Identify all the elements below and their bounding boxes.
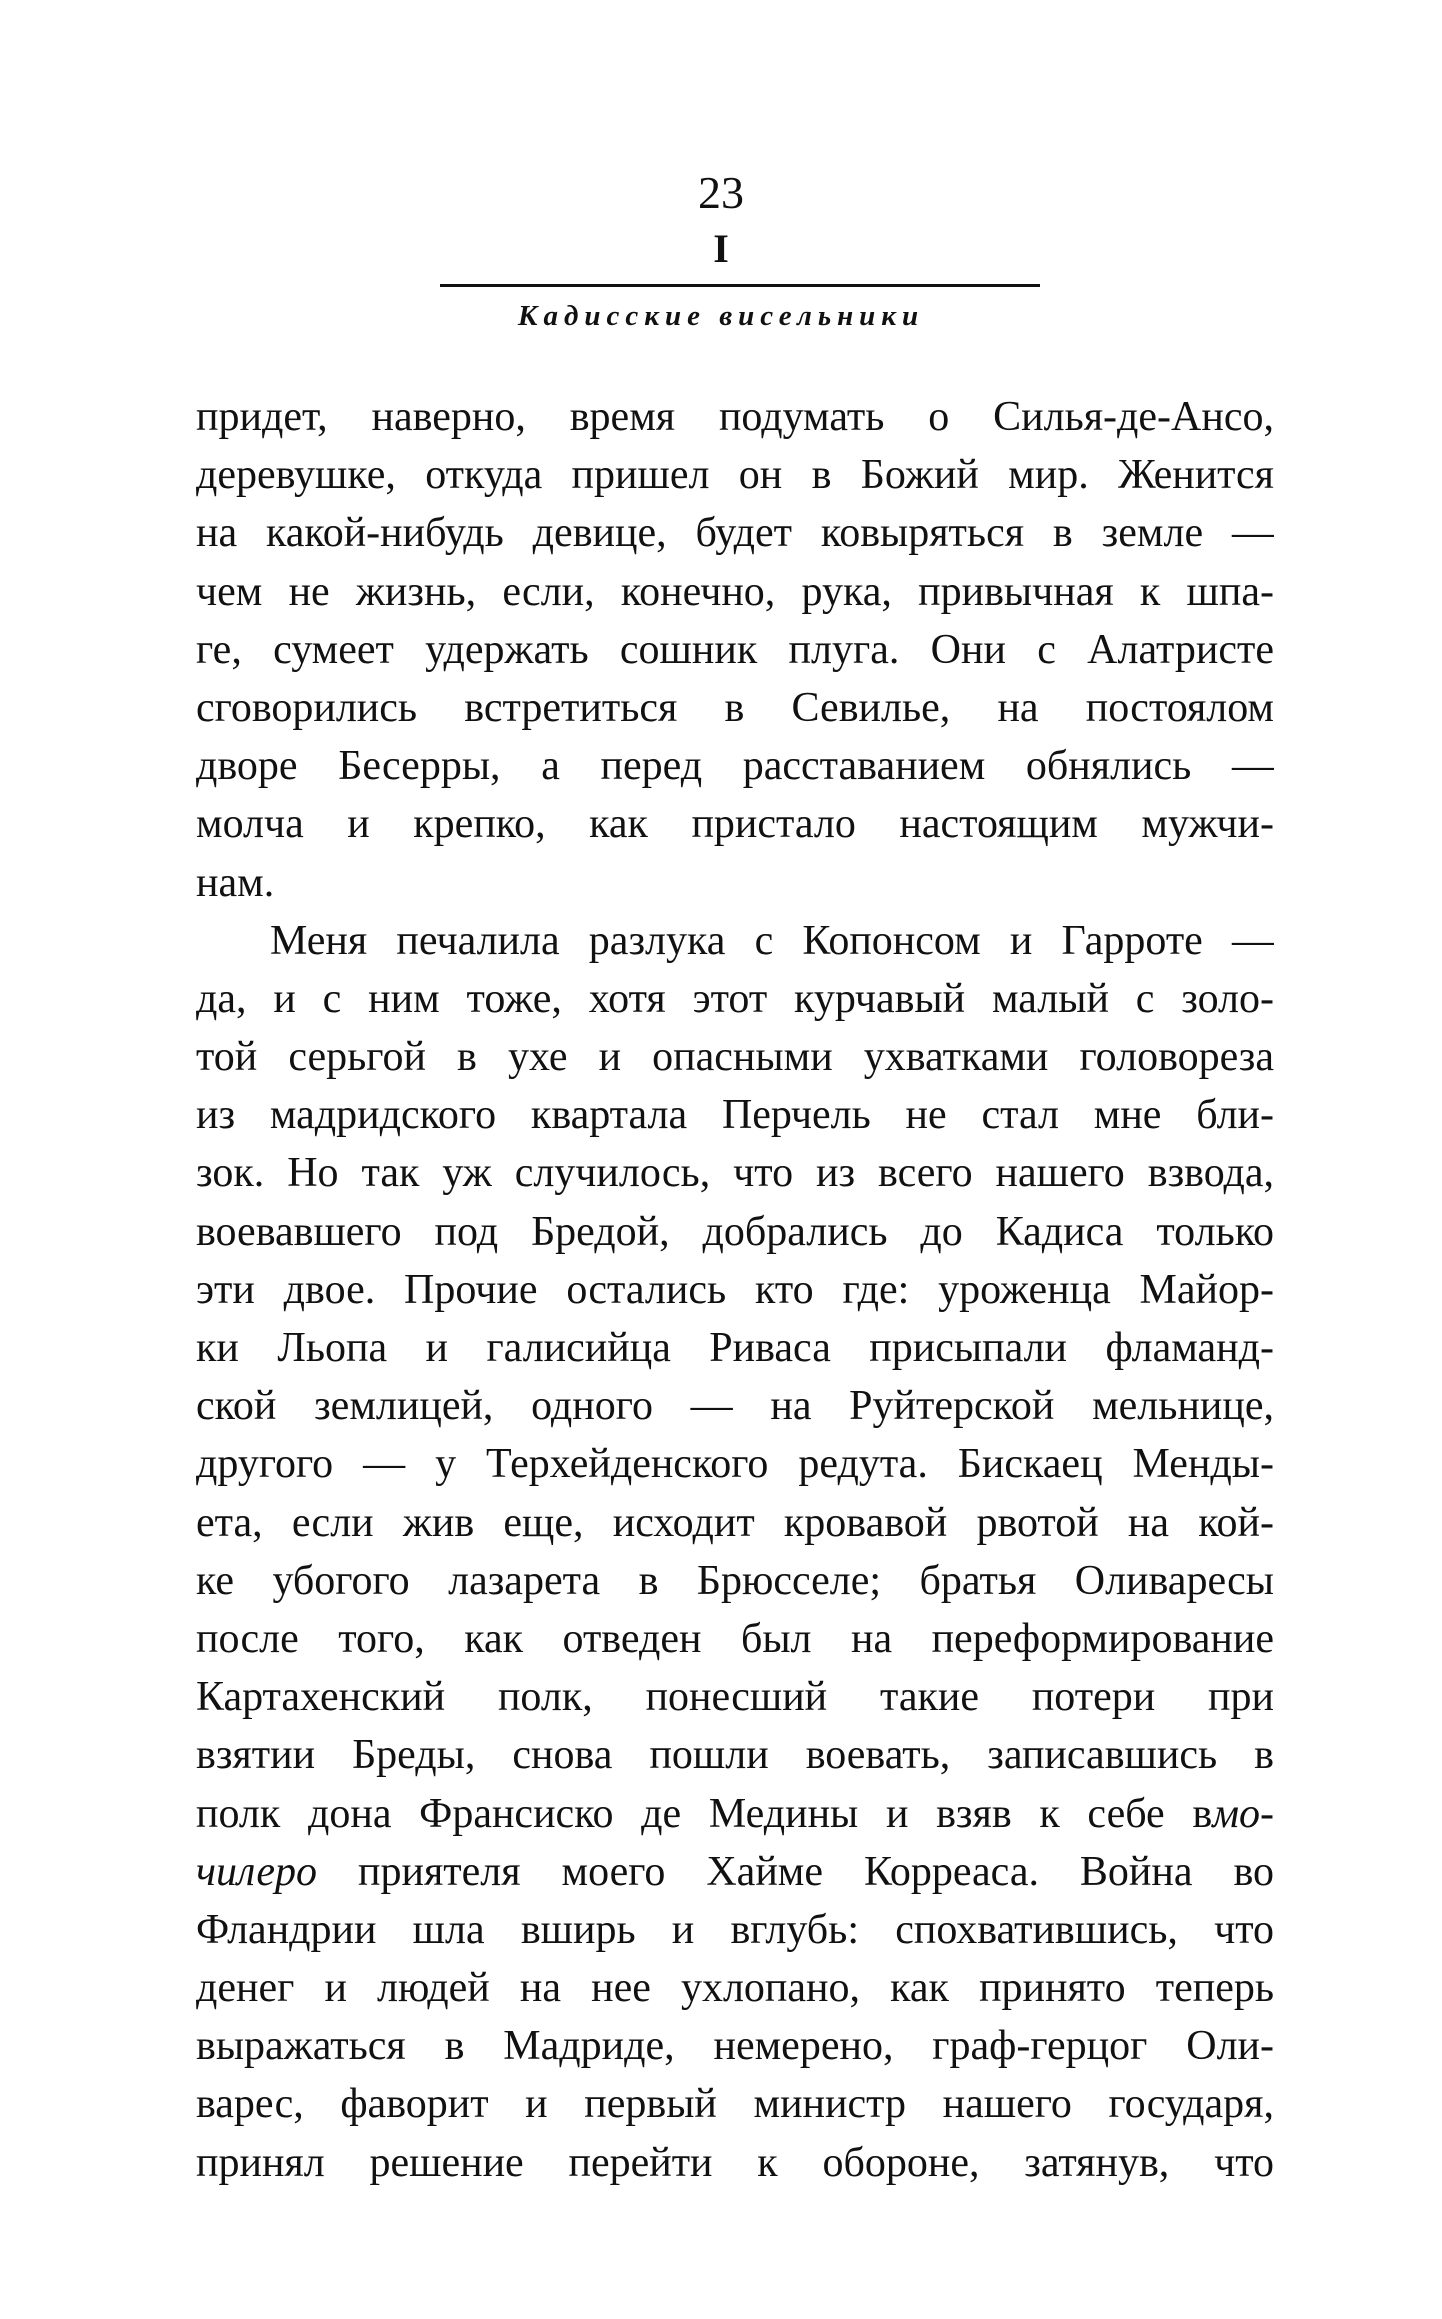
- text-line-with-italic: [196, 1785, 1274, 1843]
- italic-fragment: мо-: [1212, 1790, 1274, 1837]
- header-divider: [440, 284, 1040, 287]
- text-line: ета, если жив еще, исходит кровавой рвотой на кой-: [196, 1499, 1274, 1546]
- text-line-with-italic: [196, 1843, 1274, 1901]
- text-line: эти двое. Прочие остались кто где: уроженца Майор-: [196, 1266, 1274, 1313]
- text-line: той серьгой в ухе и опасными ухватками головореза: [196, 1034, 1274, 1081]
- text-line: деревушке, откуда пришел он в Божий мир. Женится: [196, 452, 1274, 499]
- text-line: принял решение перейти к обороне, затянув, что: [196, 2139, 1274, 2186]
- text-line: ке убогого лазарета в Брюсселе; братья Оливаресы: [196, 1557, 1274, 1604]
- text-line: после того, как отведен был на переформирование: [196, 1615, 1274, 1662]
- text-line: другого — у Терхейденского редута. Бискаец Менды-: [196, 1441, 1274, 1488]
- italic-fragment: чилеро: [196, 1848, 318, 1895]
- text-line: сговорились встретиться в Севилье, на постоялом: [196, 684, 1274, 731]
- text-line: чем не жизнь, если, конечно, рука, привычная к шпа-: [196, 568, 1274, 615]
- text-line: молча и крепко, как пристало настоящим мужчи-: [196, 801, 1274, 848]
- text-line: зок. Но так уж случилось, что из всего нашего взвода,: [196, 1150, 1274, 1197]
- text-fragment: полк дона Франсиско де Медины и взяв к себе в: [196, 1790, 1213, 1837]
- text-line: ге, сумеет удержать сошник плуга. Они с Алатристе: [196, 626, 1274, 673]
- body-text: [196, 388, 1274, 2192]
- text-line: Меня печалила разлука с Копонсом и Гарроте —: [270, 917, 1274, 964]
- text-line: придет, наверно, время подумать о Силья-де-Ансо,: [196, 394, 1274, 440]
- page-number: 23: [698, 167, 744, 218]
- text-line: дворе Бесерры, а перед расставанием обнялись —: [196, 743, 1274, 790]
- text-line: Картахенский полк, понесший такие потери при: [196, 1674, 1274, 1721]
- text-line: из мадридского квартала Перчель не стал мне бли-: [196, 1092, 1274, 1139]
- text-line: ки Льопа и галисийца Риваса присыпали фламанд-: [196, 1325, 1274, 1371]
- text-line: на какой-нибудь девице, будет ковыряться в земле —: [196, 510, 1274, 557]
- text-line: выражаться в Мадриде, немерено, граф-герцог Оли-: [196, 2023, 1274, 2070]
- text-fragment: приятеля моего Хайме Корреаса. Война во: [358, 1848, 1274, 1895]
- text-line: ской землицей, одного — на Руйтерской мельнице,: [196, 1383, 1274, 1430]
- text-line: денег и людей на нее ухлопано, как принято теперь: [196, 1965, 1274, 2012]
- text-line: воевавшего под Бредой, добрались до Кадиса только: [196, 1208, 1274, 1255]
- running-title: Кадисские висельники: [517, 300, 925, 332]
- text-line: да, и с ним тоже, хотя этот курчавый малый с золо-: [196, 975, 1274, 1022]
- chapter-number: I: [713, 226, 729, 271]
- text-line: нам.: [196, 859, 275, 906]
- text-line: варес, фаворит и первый министр нашего государя,: [196, 2081, 1274, 2128]
- text-line: Фландрии шла вширь и вглубь: спохватившись, что: [196, 1906, 1274, 1953]
- text-line: взятии Бреды, снова пошли воевать, записавшись в: [196, 1732, 1274, 1779]
- page-header: [0, 165, 1442, 271]
